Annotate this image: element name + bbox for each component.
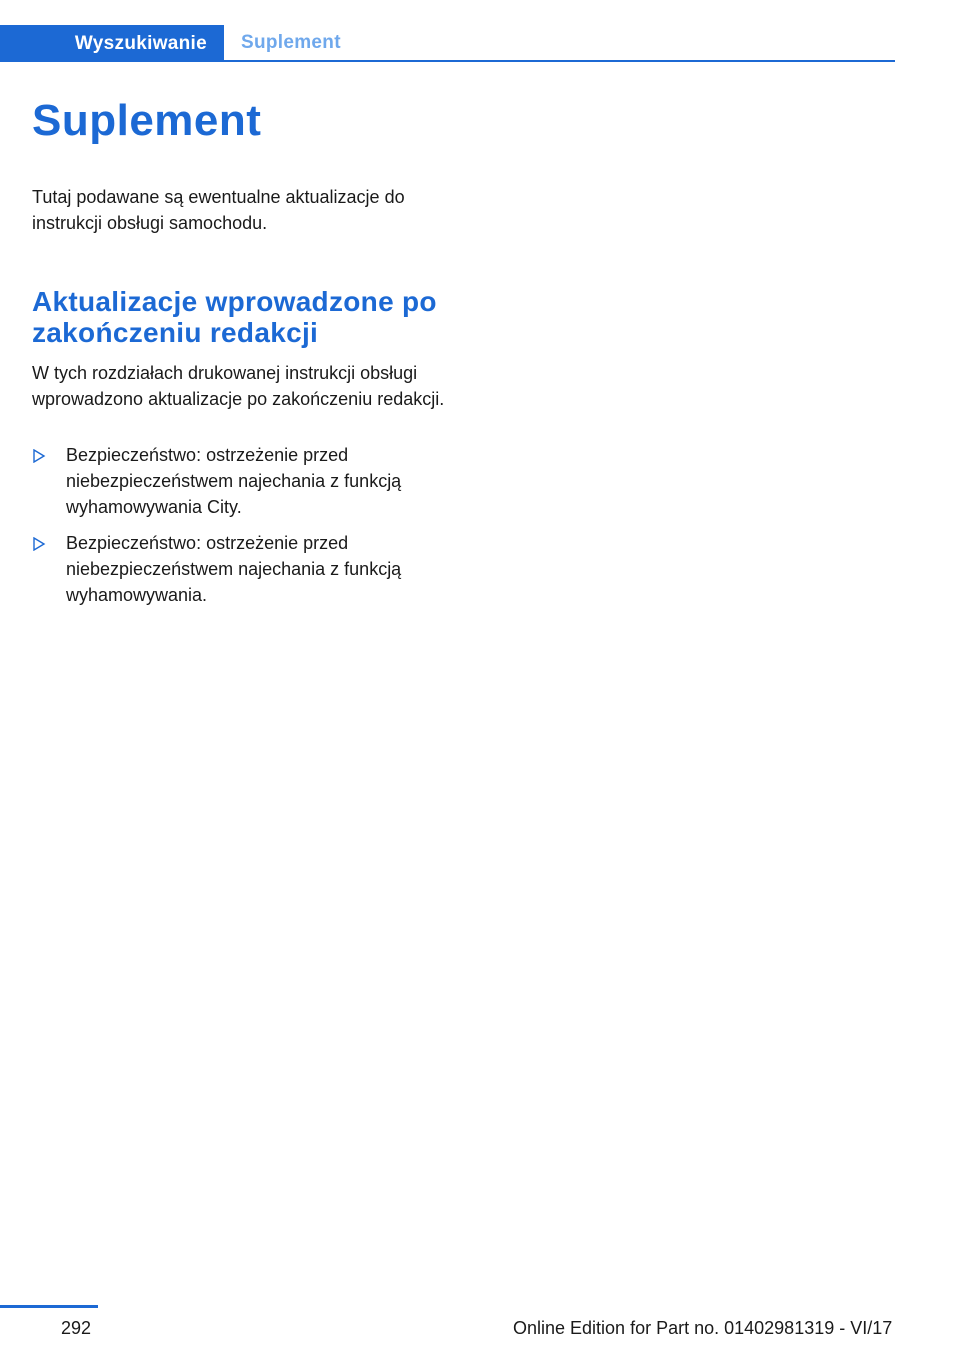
page-title: Suplement <box>32 96 262 145</box>
tab-suplement[interactable]: Suplement <box>241 31 341 53</box>
header-divider <box>0 60 895 62</box>
list-item <box>32 530 452 608</box>
list-item-text: Bezpieczeństwo: ostrzeżenie przed niebezpieczeństwem najechania z funkcją wyhamowywania City. <box>66 445 402 517</box>
section-title: Aktualizacje wprowadzone po zakończeniu redakcji <box>32 286 437 348</box>
update-list <box>32 442 452 618</box>
triangle-right-icon <box>32 449 46 463</box>
header-bar <box>0 25 895 62</box>
triangle-right-icon <box>32 537 46 551</box>
edition-note: Online Edition for Part no. 01402981319 - VI/17 <box>513 1318 893 1338</box>
page-number: 292 <box>61 1318 92 1338</box>
list-item <box>32 442 452 520</box>
intro-paragraph: Tutaj podawane są ewentualne aktualizacje do instrukcji obsługi samochodu. <box>32 187 405 233</box>
list-item-text: Bezpieczeństwo: ostrzeżenie przed niebezpieczeństwem najechania z funkcją wyhamowywania. <box>66 533 402 605</box>
tab-wyszukiwanie[interactable]: Wyszukiwanie <box>0 25 224 62</box>
section-paragraph: W tych rozdziałach drukowanej instrukcji obsługi wprowadzono aktualizacje po zakończeniu redakcji. <box>32 363 445 409</box>
footer-divider <box>0 1305 98 1308</box>
